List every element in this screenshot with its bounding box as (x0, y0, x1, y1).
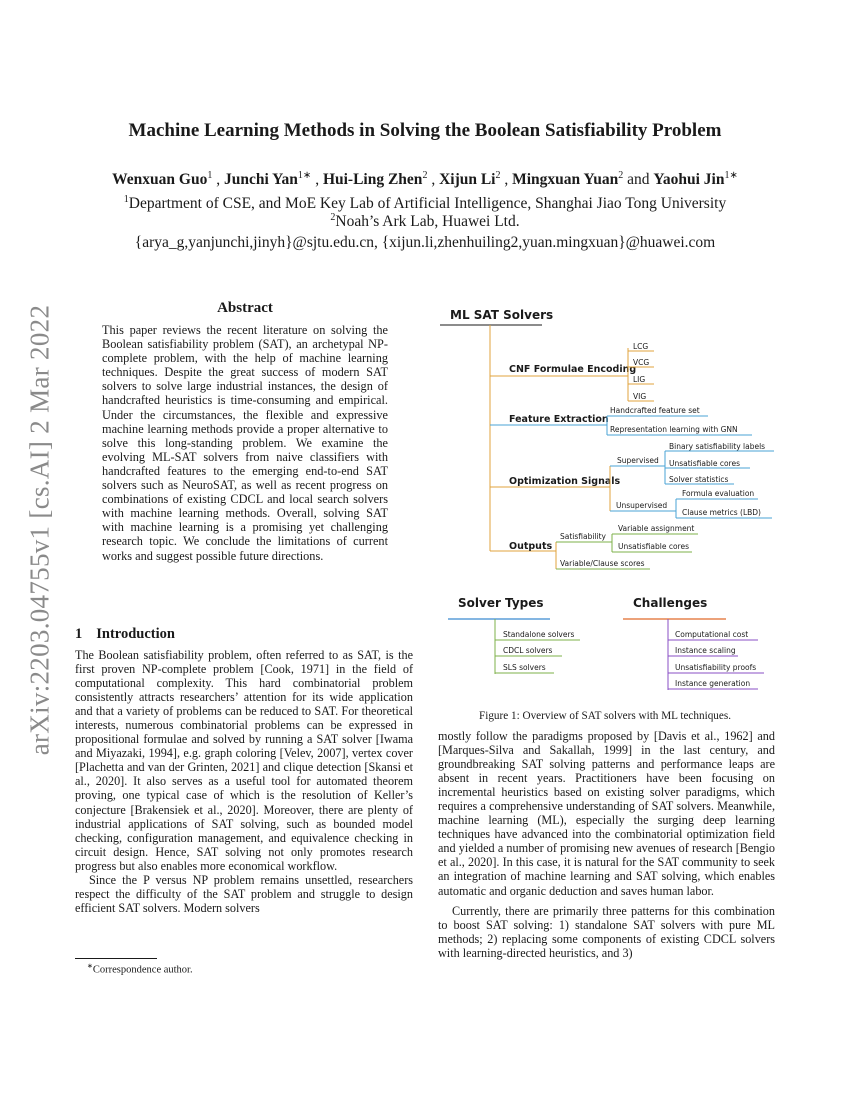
unsupervised-item: Clause metrics (LBD) (682, 508, 761, 517)
challenge-item: Instance generation (675, 679, 751, 688)
author-mark: 1 (207, 170, 213, 181)
solver-types-title: Solver Types (458, 596, 544, 610)
challenges-title: Challenges (633, 596, 708, 610)
node-outputs: Outputs (509, 541, 553, 552)
affiliation-2: $^2$Noah’s Ark Lab, Huawei Ltd. (330, 212, 520, 231)
node-unsupervised: Unsupervised (616, 501, 668, 510)
paragraph: Since the P versus NP problem remains unsettled, researchers respect the difficulty of the SAT problem and struggle to design efficient SAT solvers. Modern solvers (75, 872, 413, 915)
paragraph: The Boolean satisfiability problem, often referred to as SAT, is the first proven NP-complete problem [Cook, 1971] in the field of computational complexity. This hard combinatorial problem consistently attracts researchers’ attention for its wide application and that a variety of problems can be reduced to SAT. For theoretical interests, numerous combinatorial problems can be expressed in propositional formulae and solved by running a SAT solver [Iwama and Miyazaki, 1994], e.g. graph coloring [Velev, 2007], vertex cover [Plachetta and van der Grinten, 2021] and clique detection [Skansi et al., 2020]. It also serves as a useful tool for automated theorem proving, one typical case of which is the resolution of Keller’s conjecture [Brakensiek et al., 2020]. Moreover, there are plenty of industrial applications of SAT solving, such as bounded model checking, configuration management, and equivalence checking in circuit design. Hence, SAT solving not only promotes research progress but also enables more economical workflow. (75, 648, 413, 873)
author-name: Wenxuan Guo (112, 171, 208, 189)
paper-title: Machine Learning Methods in Solving the Boolean Satisfiability Problem (128, 120, 722, 141)
challenge-item: Instance scaling (675, 646, 736, 655)
node-satisfiability: Satisfiability (560, 532, 606, 541)
feat-item: Representation learning with GNN (610, 425, 738, 434)
abstract-heading: Abstract (217, 300, 273, 316)
challenge-item: Unsatisfiability proofs (675, 663, 757, 672)
author-mark: 2 (495, 170, 501, 181)
cnf-item: VIG (633, 392, 647, 401)
supervised-item: Binary satisfiability labels (669, 442, 766, 451)
author-name: Xijun Li (439, 171, 496, 189)
author-mark: 2 (422, 170, 428, 181)
figure-1-diagram (440, 298, 780, 698)
author-mark: 2 (618, 170, 624, 181)
author-name: Mingxuan Yuan (512, 171, 619, 189)
footnote-rule (75, 958, 157, 959)
paragraph: mostly follow the paradigms proposed by [Davis et al., 1962] and [Marques-Silva and Sakallah, 1999] in the last century, and groundbreaking SAT solving patterns and performance leaps are absent in recent years. Practitioners have been focusing on incremental heuristics based on existing solver paradigms, which requires a comprehensive understanding of SAT solvers. Meanwhile, machine learning (ML), especially the surging deep learning techniques have advanced into the combinatorial optimization field and yielded a number of promising new avenues of research [Bengio et al., 2020]. In this case, it is natural for the SAT community to seek an integration of machine learning and SAT solving, which enables automatic and organic deduction and saves human labor. (438, 729, 775, 898)
feat-item: Handcrafted feature set (610, 406, 700, 415)
solver-type-item: SLS solvers (503, 663, 546, 672)
intro-body (75, 648, 413, 915)
section-heading: 1 Introduction (75, 626, 175, 642)
cnf-item: VCG (633, 358, 650, 367)
node-opt: Optimization Signals (509, 476, 621, 487)
node-var-scores: Variable/Clause scores (560, 559, 645, 568)
sat-item: Variable assignment (618, 524, 695, 533)
affiliation-1: $^1$Department of CSE, and MoE Key Lab of Artificial Intelligence, Shanghai Jiao Tong University (123, 194, 727, 213)
abstract-text: This paper reviews the recent literature on solving the Boolean satisfiability problem (SAT), an archetypal NP-complete problem, with the help of machine learning techniques. Despite the great success of modern SAT solvers to solve large industrial instances, the design of handcrafted heuristics is time-consuming and empirical. Under the circumstances, the flexible and expressive machine learning methods provide a proper alternative to solve this long-standing problem. We examine the evolving ML-SAT solvers from naive classifiers with handcrafted features to the emerging end-to-end SAT solvers such as NeuroSAT, as well as recent progress on combinations of existing CDCL and local search solvers with machine learning methods. Overall, solving SAT with machine learning is a promising yet challenging research topic. We conclude the limitations of current works and suggest possible future directions. (102, 323, 388, 563)
author-name: Junchi Yan (223, 171, 298, 189)
cnf-item: LCG (633, 342, 649, 351)
author-emails: {arya_g,yanjunchi,jinyh}@sjtu.edu.cn, {xijun.li,zhenhuiling2,yuan.mingxuan}@huawei.com (134, 234, 716, 251)
figure-caption: Figure 1: Overview of SAT solvers with ML techniques. (479, 710, 731, 722)
challenge-item: Computational cost (675, 630, 749, 639)
paragraph: Currently, there are primarily three patterns for this combination to boost SAT solving: 1) standalone SAT solvers with pure ML methods; 2) replacing some components of existing CDCL solvers with learning-directed heuristics, and 3) (438, 903, 775, 960)
right-column-body (438, 729, 775, 960)
solver-type-item: Standalone solvers (503, 630, 575, 639)
author-name: Hui-Ling Zhen (322, 171, 423, 189)
author-mark: 1∗ (297, 170, 312, 181)
author-list: Wenxuan Guo$^1$ , Junchi Yan$^{1∗}$ , Hui-Ling Zhen$^2$ , Xijun Li$^2$ , Mingxuan Yuan$^2$ and Yaohui Jin$^{1∗}$ (112, 170, 738, 189)
unsupervised-item: Formula evaluation (682, 489, 755, 498)
sat-item: Unsatisfiable cores (618, 542, 689, 551)
author-name: Yaohui Jin (653, 171, 725, 189)
tree-root: ML SAT Solvers (450, 308, 554, 322)
supervised-item: Solver statistics (669, 475, 729, 484)
node-cnf: CNF Formulae Encoding (509, 364, 637, 375)
author-mark: 1∗ (724, 170, 738, 181)
node-feat: Feature Extraction (509, 414, 609, 425)
solver-type-item: CDCL solvers (503, 646, 553, 655)
cnf-item: LIG (633, 375, 646, 384)
node-supervised: Supervised (617, 456, 659, 465)
supervised-item: Unsatisfiable cores (669, 459, 740, 468)
footnote: ∗Correspondence author. (87, 962, 193, 976)
arxiv-stamp: arXiv:2203.04755v1 [cs.AI] 2 Mar 2022 (24, 304, 55, 756)
